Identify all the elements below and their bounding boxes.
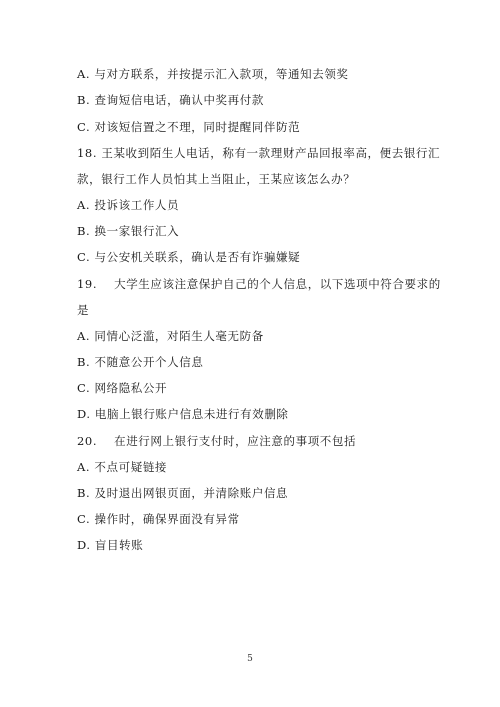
page-number: 5 (247, 654, 253, 664)
q17-option-c: C. 对该短信置之不理，同时提醒同伴防范 (77, 120, 301, 134)
q18-option-b: B. 换一家银行汇入 (77, 224, 180, 238)
q20-option-b: B. 及时退出网银页面，并清除账户信息 (77, 486, 289, 500)
q20-question: 20. 在进行网上银行支付时，应注意的事项不包括 (77, 434, 357, 448)
q19-question-line-1: 19. 大学生应该注意保护自己的个人信息，以下选项中符合要求的 (77, 277, 441, 291)
q20-option-a: A. 不点可疑链接 (77, 460, 168, 474)
q19-option-b: B. 不随意公开个人信息 (77, 355, 204, 369)
q18-question-line-1: 18. 王某收到陌生人电话，称有一款理财产品回报率高，便去银行汇 (77, 146, 441, 160)
q19-question-line-2: 是 (77, 303, 90, 317)
q19-option-a: A. 同情心泛滥，对陌生人毫无防备 (77, 329, 264, 343)
q18-option-a: A. 投诉该工作人员 (77, 198, 180, 212)
q18-option-c: C. 与公安机关联系，确认是否有诈骗嫌疑 (77, 250, 301, 264)
q20-option-c: C. 操作时，确保界面没有异常 (77, 512, 240, 526)
q20-option-d: D. 盲目转账 (77, 538, 144, 552)
q17-option-b: B. 查询短信电话，确认中奖再付款 (77, 93, 264, 107)
q19-option-c: C. 网络隐私公开 (77, 381, 168, 395)
q19-option-d: D. 电脑上银行账户信息未进行有效删除 (77, 407, 289, 421)
q17-option-a: A. 与对方联系，并按提示汇入款项，等通知去领奖 (77, 67, 349, 81)
q18-question-line-2: 款，银行工作人员怕其上当阻止，王某应该怎么办？ (77, 172, 356, 186)
